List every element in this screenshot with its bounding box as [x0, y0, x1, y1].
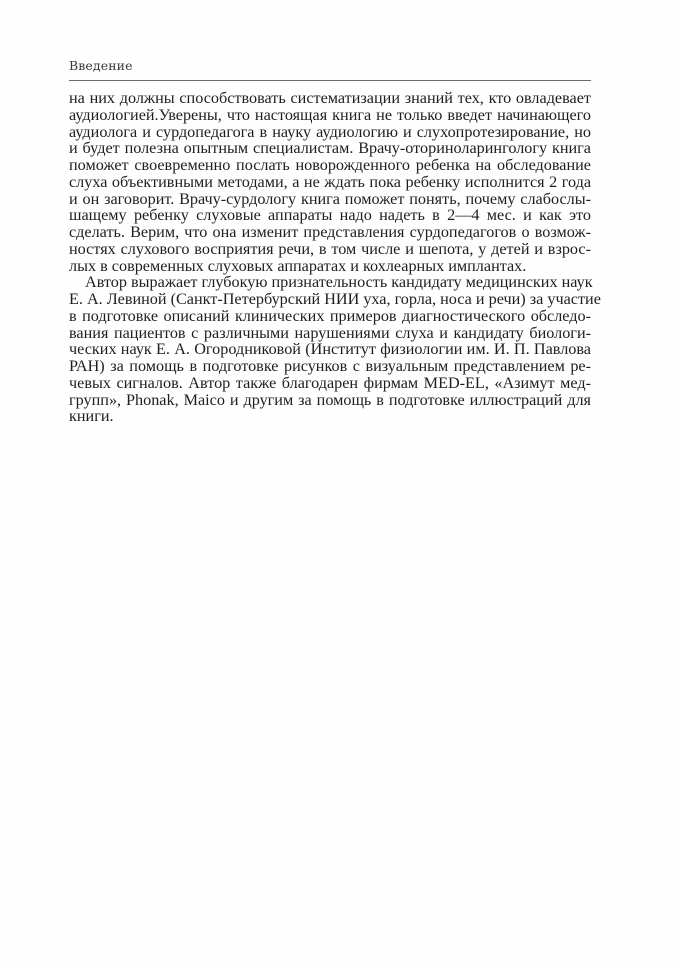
text-line: Автор выражает глубокую признательность кандидату медицинских наук: [85, 273, 593, 292]
text-line: ческих наук Е. А. Огородниковой (Институт физиологии им. И. П. Павлова: [69, 340, 591, 359]
text-line: лых в современных слуховых аппаратах и кохлеарных имплантах.: [69, 256, 527, 275]
text-line: и будет полезна опытным специалистам. Врачу-оториноларингологу книга: [69, 139, 591, 158]
text-line: книги.: [69, 407, 114, 426]
text-line: и он заговорит. Врачу-сурдологу книга поможет понять, почему слабослы-: [69, 189, 591, 208]
text-line: на них должны способствовать систематизации знаний тех, кто овладевает: [69, 89, 591, 107]
text-line: групп», Phonak, Maico и другим за помощь в подготовке иллюстраций для: [69, 390, 591, 409]
text-line: аудиологией.Уверены, что настоящая книга не только введет начинающего: [69, 105, 591, 124]
running-head: Введение: [69, 58, 133, 73]
text-line: чевых сигналов. Автор также благодарен фирмам MED-EL, «Азимут мед-: [69, 373, 591, 392]
text-line: поможет своевременно послать новорожденного ребенка на обследование: [69, 156, 591, 174]
body-text: [69, 89, 601, 426]
paragraph-1: [69, 90, 591, 274]
text-line: вания пациентов с различными нарушениями слуха и кандидату биологи-: [69, 323, 591, 342]
paragraph-2: [69, 273, 601, 426]
text-line: РАН) за помощь в подготовке рисунков с визуальным представлением ре-: [69, 357, 591, 375]
text-line: аудиолога и сурдопедагога в науку аудиологию и слухопротезирование, но: [69, 122, 591, 141]
text-line: шащему ребенку слуховые аппараты надо надеть в 2—4 мес. и как это: [69, 206, 591, 225]
text-line: слуха объективными методами, а не ждать пока ребенку исполнится 2 года: [69, 172, 591, 191]
text-line: сделать. Верим, что она изменит представления сурдопедагогов о возмож-: [69, 223, 591, 241]
header-rule: [69, 80, 591, 81]
text-line: ностях слухового восприятия речи, в том числе и шепота, у детей и взрос-: [69, 239, 591, 258]
text-line: в подготовке описаний клинических примеров диагностического обследо-: [69, 306, 591, 325]
text-line: Е. А. Левиной (Санкт-Петербурский НИИ уха, горла, носа и речи) за участие: [69, 290, 601, 308]
